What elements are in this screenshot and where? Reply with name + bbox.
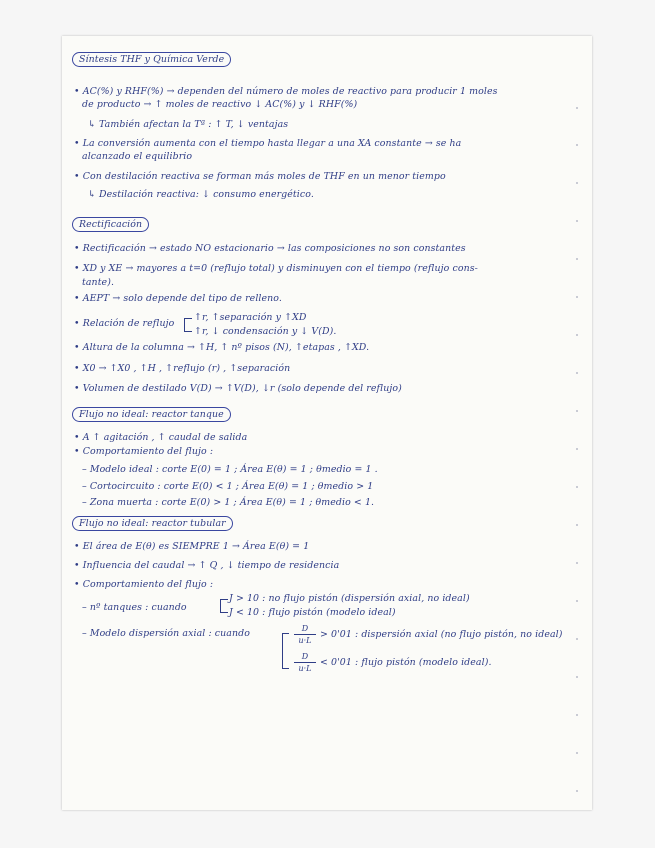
note-line: – Zona muerta : corte E(0) > 1 ; Área E(θ) = 1 ; θmedio < 1. bbox=[82, 497, 375, 508]
margin-dot bbox=[576, 752, 578, 754]
note-line: • El área de E(θ) es SIEMPRE 1 → Área E(θ) = 1 bbox=[74, 541, 310, 552]
section-title-box bbox=[72, 516, 233, 531]
note-line: • XD y XE → mayores a t=0 (reflujo total) y disminuyen con el tiempo (reflujo cons- bbox=[74, 263, 478, 274]
margin-dot bbox=[576, 107, 578, 109]
note-line: • La conversión aumenta con el tiempo hasta llegar a una XA constante → se ha bbox=[74, 138, 462, 149]
note-line: – Modelo dispersión axial : cuando bbox=[82, 628, 250, 639]
note-line: J < 10 : flujo pistón (modelo ideal) bbox=[229, 607, 396, 618]
fraction-denominator: u·L bbox=[298, 636, 312, 645]
bracket bbox=[184, 318, 192, 332]
margin-dot bbox=[576, 372, 578, 374]
note-line: • Con destilación reactiva se forman más moles de THF en un menor tiempo bbox=[74, 171, 446, 182]
note-line: • X0 → ↑X0 , ↑H , ↑reflujo (r) , ↑separación bbox=[74, 363, 291, 374]
note-line: • AEPT → solo depende del tipo de relleno. bbox=[74, 293, 282, 304]
section-title: Flujo no ideal: reactor tanque bbox=[79, 409, 224, 420]
note-line: ↑r, ↑separación y ↑XD bbox=[194, 312, 307, 323]
note-line: alcanzado el equilibrio bbox=[82, 151, 193, 162]
note-line: de producto → ↑ moles de reactivo ↓ AC(%) y ↓ RHF(%) bbox=[82, 99, 358, 110]
margin-dot bbox=[576, 638, 578, 640]
margin-dot bbox=[576, 296, 578, 298]
margin-dot bbox=[576, 714, 578, 716]
note-line: tante). bbox=[82, 277, 115, 288]
note-line: • Relación de reflujo bbox=[74, 318, 175, 329]
note-line: – nº tanques : cuando bbox=[82, 602, 187, 613]
section-title-box bbox=[72, 407, 231, 422]
fraction-lower bbox=[294, 652, 316, 673]
margin-dot bbox=[576, 334, 578, 336]
note-line: • Rectificación → estado NO estacionario → las composiciones no son constantes bbox=[74, 243, 466, 254]
notebook-page bbox=[62, 36, 592, 810]
note-line: • Comportamiento del flujo : bbox=[74, 579, 214, 590]
note-line: • Influencia del caudal → ↑ Q , ↓ tiempo de residencia bbox=[74, 560, 340, 571]
margin-dot bbox=[576, 220, 578, 222]
margin-dot bbox=[576, 600, 578, 602]
margin-dot bbox=[576, 676, 578, 678]
margin-dot bbox=[576, 258, 578, 260]
bracket bbox=[282, 633, 289, 669]
note-line: < 0'01 : flujo pistón (modelo ideal). bbox=[320, 657, 492, 668]
margin-dot bbox=[576, 486, 578, 488]
note-line: • AC(%) y RHF(%) → dependen del número de moles de reactivo para producir 1 moles bbox=[74, 86, 498, 97]
note-line: J > 10 : no flujo pistón (dispersión axial, no ideal) bbox=[229, 593, 470, 604]
note-line: ↳ También afectan la Tª : ↑ T, ↓ ventajas bbox=[88, 119, 289, 130]
section-title-box bbox=[72, 52, 231, 67]
section-title: Rectificación bbox=[79, 219, 143, 230]
note-line: ↳ Destilación reactiva: ↓ consumo energético. bbox=[88, 189, 314, 200]
fraction-upper bbox=[294, 624, 316, 645]
note-line: – Cortocircuito : corte E(0) < 1 ; Área E(θ) = 1 ; θmedio > 1 bbox=[82, 481, 374, 492]
margin-dot bbox=[576, 410, 578, 412]
margin-dot bbox=[576, 448, 578, 450]
fraction-denominator: u·L bbox=[298, 664, 312, 673]
note-line: • Volumen de destilado V(D) → ↑V(D), ↓r (solo depende del reflujo) bbox=[74, 383, 402, 394]
note-line: • Altura de la columna → ↑H, ↑ nº pisos (N), ↑etapas , ↑XD. bbox=[74, 342, 370, 353]
margin-dot bbox=[576, 562, 578, 564]
fraction-numerator: D bbox=[301, 624, 309, 633]
margin-dot bbox=[576, 790, 578, 792]
section-title: Síntesis THF y Química Verde bbox=[79, 54, 225, 65]
note-line: • Comportamiento del flujo : bbox=[74, 446, 214, 457]
margin-dot bbox=[576, 182, 578, 184]
note-line: ↑r, ↓ condensación y ↓ V(D). bbox=[194, 326, 337, 337]
bracket bbox=[220, 599, 228, 613]
note-line: • A ↑ agitación , ↑ caudal de salida bbox=[74, 432, 248, 443]
section-title: Flujo no ideal: reactor tubular bbox=[79, 518, 226, 529]
note-line: – Modelo ideal : corte E(0) = 1 ; Área E(θ) = 1 ; θmedio = 1 . bbox=[82, 464, 378, 475]
margin-dot bbox=[576, 144, 578, 146]
note-line: > 0'01 : dispersión axial (no flujo pistón, no ideal) bbox=[320, 629, 563, 640]
margin-dot bbox=[576, 524, 578, 526]
fraction-numerator: D bbox=[301, 652, 309, 661]
section-title-box bbox=[72, 217, 149, 232]
